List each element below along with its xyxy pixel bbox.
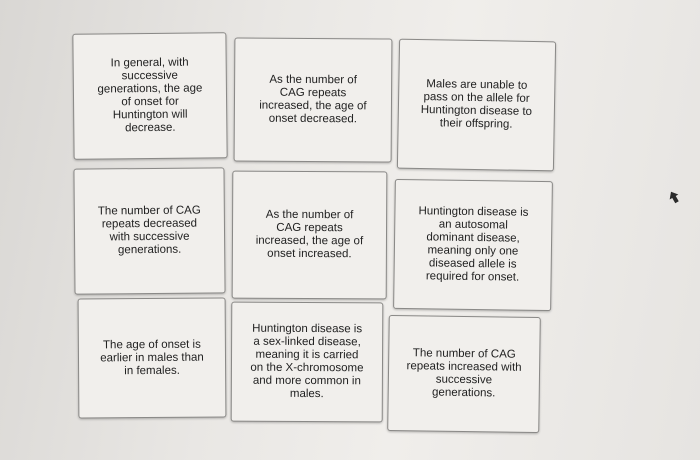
card-text: Males are unable to pass on the allele for Huntington disease to their offspring. (420, 78, 533, 131)
answer-card-8[interactable] (231, 302, 384, 423)
answer-card-6[interactable] (393, 179, 553, 311)
card-text: The number of CAG repeats increased with successive generations. (406, 347, 522, 400)
card-text: As the number of CAG repeats increased, the age of onset increased. (255, 208, 364, 261)
answer-card-7[interactable] (78, 297, 227, 418)
answer-card-9[interactable] (387, 315, 541, 433)
answer-card-1[interactable] (72, 32, 227, 160)
card-text: Huntington disease is a sex-linked disease, meaning it is carried on the X-chromosome and more common in males. (250, 322, 364, 401)
card-text: In general, with successive generations, the age of onset for Huntington will decrease. (97, 56, 203, 135)
answer-card-3[interactable] (397, 39, 556, 172)
answer-card-4[interactable] (73, 167, 225, 294)
card-text: Huntington disease is an autosomal dominant disease, meaning only one diseased allele is required for onset. (418, 205, 529, 284)
card-text: The age of onset is earlier in males than in females. (100, 338, 204, 377)
answer-card-2[interactable] (234, 37, 393, 162)
mouse-cursor-icon (668, 190, 680, 204)
card-text: The number of CAG repeats decreased with successive generations. (97, 204, 201, 257)
card-text: As the number of CAG repeats increased, the age of onset decreased. (259, 73, 367, 126)
answer-card-5[interactable] (232, 171, 388, 300)
